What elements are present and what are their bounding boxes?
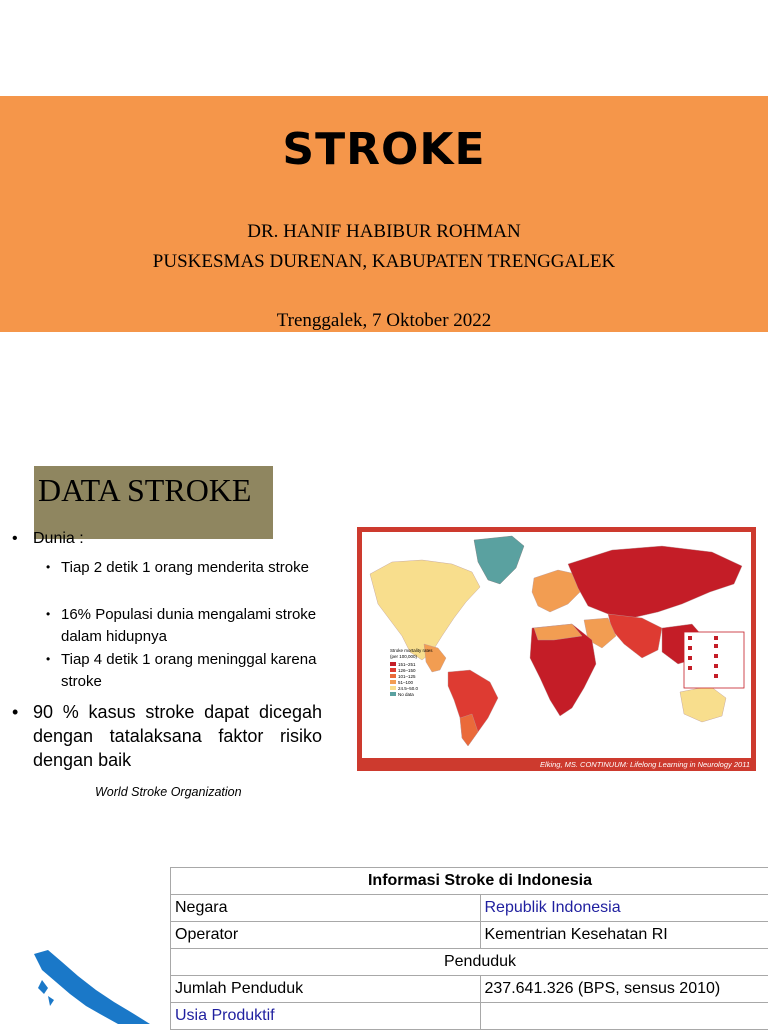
sub-bullet-1: [46, 557, 328, 579]
row-value: [480, 1003, 768, 1030]
world-map-image: [362, 532, 751, 753]
table-row: [171, 949, 768, 976]
legend-label: 126–150: [398, 668, 416, 673]
data-stroke-heading: DATA STROKE: [34, 466, 273, 539]
row-label-link[interactable]: Usia Produktif: [171, 1003, 481, 1030]
legend-item: [390, 692, 460, 698]
bullet-world: [12, 530, 84, 548]
source-caption: World Stroke Organization: [95, 785, 242, 799]
legend-swatch: [390, 692, 396, 696]
row-label: Jumlah Penduduk: [171, 976, 481, 1003]
row-value: 237.641.326 (BPS, sensus 2010): [480, 976, 768, 1003]
table-row: [171, 922, 768, 949]
row-value: Kementrian Kesehatan RI: [480, 922, 768, 949]
table-row: [171, 976, 768, 1003]
sub-bullet-text: Tiap 4 detik 1 orang meninggal karena stroke: [61, 649, 328, 693]
sub-bullet-text: Tiap 2 detik 1 orang menderita stroke: [61, 557, 328, 579]
legend-swatch: [390, 668, 396, 672]
legend-swatch: [390, 674, 396, 678]
map-legend: [390, 648, 460, 698]
slide-title: STROKE: [0, 124, 768, 175]
row-section-label: Penduduk: [171, 949, 768, 976]
institution-name: PUSKESMAS DURENAN, KABUPATEN TRENGGALEK: [0, 251, 768, 273]
world-stroke-map: [357, 527, 756, 771]
bullet-prevention: [12, 700, 322, 772]
legend-label: 101–125: [398, 674, 416, 679]
sub-bullet-2: [46, 604, 328, 648]
map-credit: Elking, MS. CONTINUUM: Lifelong Learning in Neurology 2011: [357, 758, 756, 771]
sub-bullet-text: 16% Populasi dunia mengalami stroke dalam hidupnya: [61, 604, 328, 648]
legend-label: 151–251: [398, 662, 416, 667]
legend-swatch: [390, 686, 396, 690]
table-row: [171, 895, 768, 922]
legend-label: 24.5–50.0: [398, 686, 418, 691]
sumatra-map-graphic: [0, 940, 170, 1024]
bullet-dot-icon: •: [46, 648, 50, 670]
place-date: Trenggalek, 7 Oktober 2022: [0, 310, 768, 332]
row-label: Operator: [171, 922, 481, 949]
row-label: Negara: [171, 895, 481, 922]
legend-label: No data: [398, 692, 414, 697]
bullet-world-label: Dunia :: [33, 530, 84, 547]
indonesia-stroke-table: [170, 867, 768, 1030]
bullet-dot-icon: •: [12, 700, 18, 724]
author-name: DR. HANIF HABIBUR ROHMAN: [0, 221, 768, 243]
bullet-dot-icon: •: [46, 603, 50, 625]
bullet-dot-icon: •: [12, 530, 18, 548]
bullet-dot-icon: •: [46, 556, 50, 578]
legend-swatch: [390, 662, 396, 666]
table-row: [171, 1003, 768, 1030]
table-header-row: [171, 868, 768, 895]
table-title: Informasi Stroke di Indonesia: [171, 868, 768, 895]
row-value-link[interactable]: Republik Indonesia: [480, 895, 768, 922]
legend-title: Stroke mortality rates (per 100,000): [390, 648, 438, 660]
legend-swatch: [390, 680, 396, 684]
bullet-prevention-text: 90 % kasus stroke dapat dicegah dengan tatalaksana faktor risiko dengan baik: [33, 700, 322, 772]
sub-bullet-3: [46, 649, 328, 693]
legend-label: 51–100: [398, 680, 413, 685]
